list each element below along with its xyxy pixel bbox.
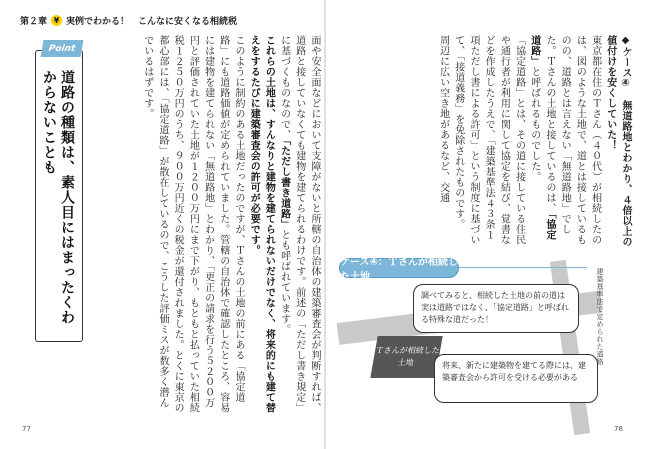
left-paragraph-1-bold: 「ただし書き道路」	[278, 140, 290, 230]
right-body-text	[418, 35, 633, 250]
inherited-lot-label: Ｔさんが相続した土地	[374, 346, 441, 367]
callout-discovery: 調べてみると、相続した土地の前の道は実は道路ではなく、「協定道路」と呼ばれる特殊な道だった！	[413, 284, 579, 333]
page-number-left: 77	[22, 425, 31, 433]
page-number-right: 78	[614, 425, 623, 433]
chapter-header	[20, 14, 237, 27]
diagram-title: ケース④：Ｔさんが相続した土地	[340, 257, 458, 283]
yen-icon: ¥	[51, 15, 62, 26]
right-paragraph-1-end: と呼ばれるものでした。	[528, 66, 540, 182]
right-paragraph-2: 「協定道路」とは、その道に接している住民や通行者が利用に関して協定を結び、覚書などを作成したうえで、「建築基準法４３条１項ただし書による許可」という制度に基づいて、「接道義務」を免除されたものです。	[452, 35, 525, 245]
point-text: 道路の種類は、素人目にはまったくわからないことも	[41, 70, 75, 325]
left-paragraph-2-bold: これらの土地は、すんなりと建物を建てられないだけでなく、将来的にも建て替えをするたびに建築審査会の許可が必要です。	[248, 35, 275, 413]
road-label: 建築基準法で定められた道路	[596, 268, 604, 366]
left-paragraph-3: このように制約のある土地だったのですが、Ｔさんの土地の前にある「協定道路」にも道路価値が定められていました。管轄の自治体で確認したところ、容易には建物を建てられない「無道路地」とわかり、「更正の請求を行う５２００万円と評価されていた土地が１２００万円にまで下がり、もともと払っていた相続税１２５０万円のうち、９００万円近くの税金が還付されました。とくに東京の都心部には、「協定道路」が散在しているので、こうした評価ミスが数多く潜んでいるはずです。	[141, 35, 244, 413]
left-paragraph-1: 面や安全面などにおいて支障がないと所轄の自治体の建築審査会が判断すれば、道路と接していなくても建物を建てられるわけです。前述の「ただし書き規定」に基づくものなので、	[278, 35, 320, 413]
right-paragraph-1-bold: 「協定道路」	[528, 35, 555, 240]
inherited-lot	[370, 336, 442, 378]
case-heading: ◆ケース④ 無道路地とわかり、４倍以上の値付けを安くしていた！	[604, 35, 631, 247]
left-paragraph-1-end: とも呼ばれています。	[278, 229, 290, 335]
left-body-text	[92, 35, 322, 415]
chapter-label: 第２章	[20, 17, 48, 27]
right-paragraph-3: 周辺に広い空き地があるなど、交通	[437, 35, 449, 203]
chapter-title: 実例でわかる！ こんなに安くなる相続税	[66, 17, 238, 27]
page-gutter	[324, 0, 326, 449]
right-paragraph-1: 東京都在住のＴさん（４０代）が相続したのは、図のような土地で、道とは接しているものの、道路とは言えない「無道路地」でした。Ｔさんの土地と接しているのは、	[543, 35, 601, 245]
callout-permission: 将来、新たに建築物を建てる際には、建築審査会から許可を受ける必要がある	[434, 354, 598, 403]
diagram-title-rule	[457, 267, 587, 268]
point-tag: Point	[41, 40, 84, 57]
